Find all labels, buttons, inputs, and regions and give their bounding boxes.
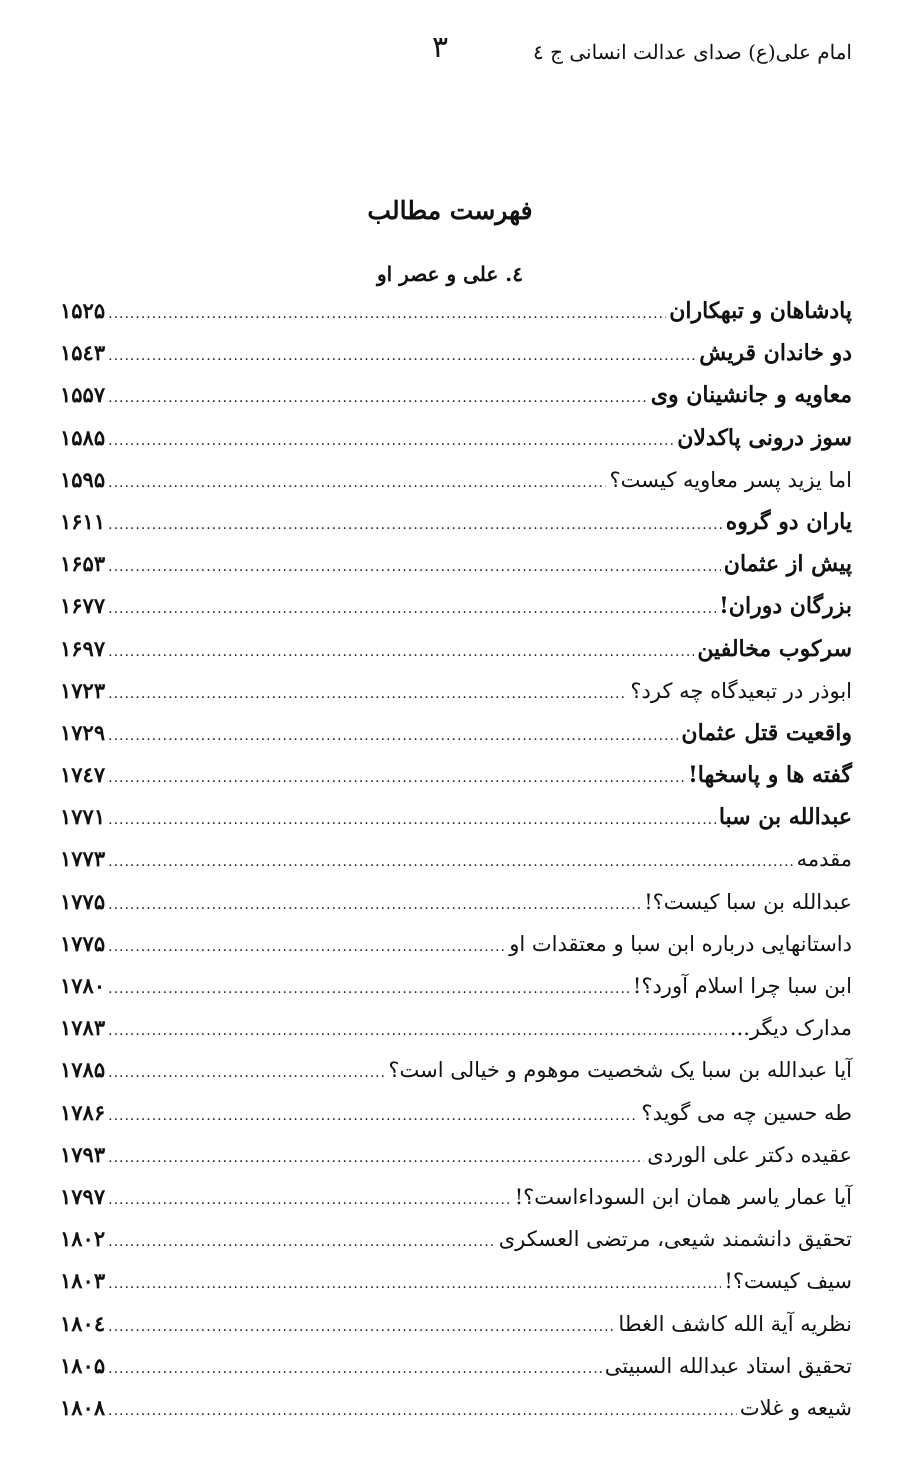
toc-entry-page-number: ۱۸۰٤ <box>60 1310 106 1336</box>
toc-entry-title: عقیده دکتر علی الوردی <box>647 1142 852 1167</box>
toc-entry[interactable] <box>60 374 852 416</box>
toc-entry[interactable] <box>60 1176 852 1218</box>
toc-entry-page-number: ۱۶۹۷ <box>60 635 106 661</box>
dot-leader <box>108 968 630 1010</box>
toc-entry[interactable] <box>60 923 852 965</box>
dot-leader <box>108 1221 496 1263</box>
toc-entry[interactable] <box>60 754 852 796</box>
toc-entry[interactable] <box>60 332 852 374</box>
dot-leader <box>108 926 506 968</box>
toc-entry-title: نظریه آیة الله کاشف الغطا <box>618 1311 852 1336</box>
dot-leader <box>108 1052 385 1094</box>
toc-entry-page-number: ۱۵۹۵ <box>60 466 106 492</box>
toc-entry[interactable] <box>60 1049 852 1091</box>
toc-entry[interactable] <box>60 1218 852 1260</box>
toc-entry-page-number: ۱۷۸۶ <box>60 1099 106 1125</box>
toc-entry-page-number: ۱۷۷۵ <box>60 930 106 956</box>
toc-entry-title: سرکوب مخالفین <box>697 635 852 662</box>
toc-entry[interactable] <box>60 501 852 543</box>
toc-entry-title: عبدالله بن سبا <box>718 804 852 831</box>
toc-entry-title: واقعیت قتل عثمان <box>681 719 852 746</box>
dot-leader <box>108 1010 727 1052</box>
dot-leader <box>108 293 666 335</box>
dot-leader <box>108 1137 644 1179</box>
toc-entry-page-number: ۱۸۰۸ <box>60 1394 106 1420</box>
toc-entry-page-number: ۱۶۷۷ <box>60 593 106 619</box>
toc-entry[interactable] <box>60 585 852 627</box>
dot-leader <box>108 631 694 673</box>
toc-entry-title: بزرگان دوران! <box>719 593 852 620</box>
toc-entry-page-number: ۱۷٤۷ <box>60 762 106 788</box>
toc-entry-title: ابن سبا چرا اسلام آورد؟! <box>632 974 852 998</box>
toc-entry-title: یاران دو گروه <box>725 508 852 535</box>
toc-entry-page-number: ۱۷۲۹ <box>60 719 106 745</box>
dot-leader <box>108 1095 638 1137</box>
toc-entry[interactable] <box>60 838 852 880</box>
toc-entry-title: عبدالله بن سبا کیست؟! <box>644 889 852 914</box>
dot-leader <box>108 841 793 883</box>
dot-leader <box>108 335 696 377</box>
toc-entry[interactable] <box>60 459 852 501</box>
toc-entry-title: ابوذر در تبعیدگاه چه کرد؟ <box>630 678 852 703</box>
toc-entry[interactable] <box>60 1260 852 1302</box>
toc-title: فهرست مطالب <box>367 196 533 225</box>
toc-entry-page-number: ۱۵۲۵ <box>60 298 106 323</box>
toc-entry-title: مقدمه <box>796 847 852 872</box>
toc-entry-page-number: ۱۵۸۵ <box>60 424 106 450</box>
dot-leader <box>108 462 606 504</box>
toc-entry-title: سوز درونی پاکدلان <box>677 424 852 451</box>
toc-entry-page-number: ۱۷۷۱ <box>60 804 106 830</box>
toc-entry-page-number: ۱۷۸۵ <box>60 1057 106 1083</box>
toc-entry[interactable] <box>60 1007 852 1049</box>
toc-entry[interactable] <box>60 628 852 670</box>
toc-entry-title: آیا عبدالله بن سبا یک شخصیت موهوم و خیالی است؟ <box>388 1058 852 1083</box>
toc-entry-title: مدارک دیگر... <box>729 1016 852 1041</box>
toc-entry[interactable] <box>60 712 852 754</box>
toc-entry-title: طه حسین چه می گوید؟ <box>641 1100 852 1125</box>
toc-entry-title: پادشاهان و تبهکاران <box>669 298 852 324</box>
dot-leader <box>108 884 641 926</box>
dot-leader <box>108 420 674 462</box>
toc-entry-title: تحقیق دانشمند شیعی، مرتضی العسکری <box>498 1227 852 1252</box>
toc-entry-page-number: ۱۷۹۷ <box>60 1183 106 1209</box>
toc-entry-title: گفته ها و پاسخها! <box>688 762 852 789</box>
dot-leader <box>108 715 678 757</box>
dot-leader <box>108 799 716 841</box>
toc-entry[interactable] <box>60 965 852 1007</box>
dot-leader <box>108 1390 737 1432</box>
dot-leader <box>108 1306 615 1348</box>
toc-entry-title: دو خاندان قریش <box>699 340 852 367</box>
table-of-contents <box>60 290 852 1429</box>
running-head: امام علی(ع) صدای عدالت انسانی ج ٤ <box>532 40 852 64</box>
toc-entry-page-number: ۱۷۸۰ <box>60 973 106 998</box>
page-number: ۳ <box>432 30 449 65</box>
toc-entry-title: آیا عمار یاسر همان ابن السوداءاست؟! <box>514 1184 852 1209</box>
toc-entry-title: معاویه و جانشینان وی <box>650 382 852 409</box>
toc-entry-page-number: ۱۷۷۵ <box>60 888 106 914</box>
toc-entry-page-number: ۱۶۵۳ <box>60 551 106 577</box>
dot-leader <box>108 504 723 546</box>
toc-entry-title: تحقیق استاد عبدالله السبیتی <box>604 1353 852 1378</box>
toc-entry[interactable] <box>60 881 852 923</box>
toc-entry-page-number: ۱۵۵۷ <box>60 382 106 408</box>
dot-leader <box>108 377 648 419</box>
dot-leader <box>108 1263 721 1305</box>
toc-entry-page-number: ۱۵٤۳ <box>60 340 106 366</box>
toc-entry[interactable] <box>60 1092 852 1134</box>
toc-entry-page-number: ۱۷۸۳ <box>60 1015 106 1041</box>
toc-entry[interactable] <box>60 543 852 585</box>
toc-entry-title: داستانهایی درباره ابن سبا و معتقدات او <box>509 931 852 956</box>
dot-leader <box>108 588 716 630</box>
toc-entry-page-number: ۱۷۲۳ <box>60 677 106 703</box>
dot-leader <box>108 1179 512 1221</box>
toc-entry[interactable] <box>60 1134 852 1176</box>
toc-entry[interactable] <box>60 1345 852 1387</box>
toc-entry-title: سیف کیست؟! <box>724 1269 852 1294</box>
toc-entry-page-number: ۱۸۰۲ <box>60 1226 106 1252</box>
toc-entry[interactable] <box>60 417 852 459</box>
toc-entry-title: اما یزید پسر معاویه کیست؟ <box>609 467 852 492</box>
dot-leader <box>108 673 627 715</box>
dot-leader <box>108 1348 602 1390</box>
toc-entry-page-number: ۱۷۷۳ <box>60 846 106 872</box>
toc-entry[interactable] <box>60 1387 852 1429</box>
toc-entry-page-number: ۱۸۰۵ <box>60 1352 106 1378</box>
toc-entry[interactable] <box>60 1303 852 1345</box>
toc-entry-title: شیعه و غلات <box>739 1395 852 1420</box>
dot-leader <box>108 546 721 588</box>
toc-entry-page-number: ۱۸۰۳ <box>60 1268 106 1294</box>
toc-entry-page-number: ۱۶۱۱ <box>60 508 106 534</box>
toc-entry[interactable] <box>60 290 852 332</box>
section-heading: ٤. علی و عصر او <box>377 262 523 286</box>
toc-entry[interactable] <box>60 670 852 712</box>
toc-entry-title: پیش از عثمان <box>723 551 852 578</box>
toc-entry[interactable] <box>60 796 852 838</box>
dot-leader <box>108 757 685 799</box>
toc-entry-page-number: ۱۷۹۳ <box>60 1141 106 1167</box>
